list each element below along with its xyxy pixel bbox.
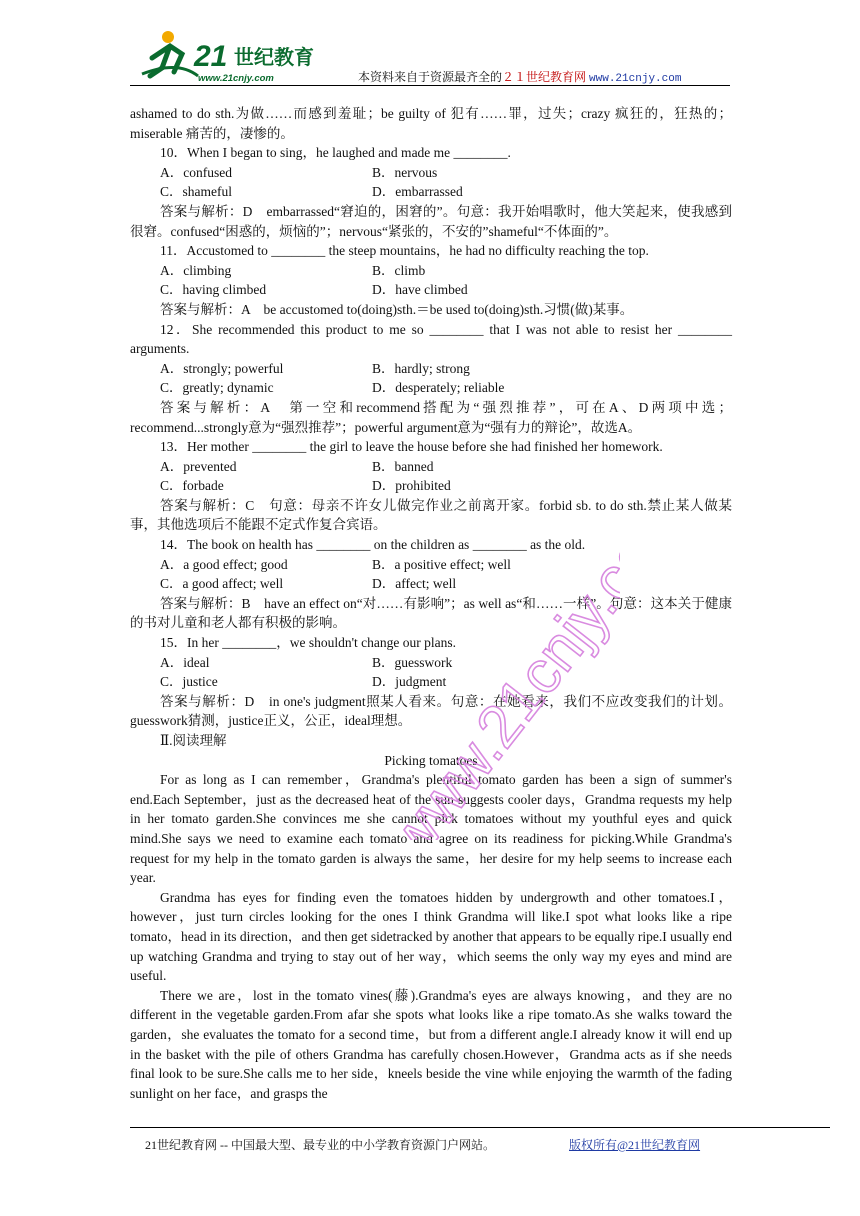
answer-options-row — [130, 457, 732, 477]
option-left: C．a good affect; well — [160, 576, 284, 592]
svg-text:21: 21 — [194, 40, 228, 73]
option-right: B．a positive effect; well — [372, 556, 511, 572]
option-left: C．justice — [160, 674, 218, 690]
document-body — [130, 104, 732, 1103]
option-left: A．a good effect; good — [160, 556, 288, 572]
answer-options-row — [130, 378, 732, 398]
option-right: D．judgment — [372, 674, 447, 690]
paragraph: For as long as I can remember，Grandma's plentiful tomato garden has been a sign of summer's end.Each September，just as the decreased heat of the sun suggests cooler days，Grandma requests my help in her tomato garden.She convinces me she cannot pick tomatoes without my youthful eyes and quick mind.She says we need to examine each tomato and agree on its readiness for picking.While Grandma's request for my help in the tomato garden is always the same，her desire for my help seems to increase each year. — [130, 772, 732, 886]
answer-explanation: 答案与解析：C 句意：母亲不许女儿做完作业之前离开家。forbid sb. to do sth.禁止某人做某事，其他选项后不能跟不定式作复合宾语。 — [130, 497, 732, 533]
footer-text: 21世纪教育网 -- 中国最大型、最专业的中小学教育资源门户网站。 — [145, 1138, 495, 1152]
option-left: A．ideal — [160, 654, 210, 670]
option-left: A．climbing — [160, 262, 232, 278]
site-logo — [138, 28, 338, 84]
option-right: D．prohibited — [372, 478, 451, 494]
watermark-text: www.21cnjy.com — [374, 482, 620, 840]
option-right: B．climb — [372, 262, 426, 278]
question-stem: 14．The book on health has ________ on the children as ________ as the old. — [160, 537, 586, 553]
paragraph: ashamed to do sth.为做……而感到羞耻；be guilty of 犯有……罪，过失；crazy 疯狂的，狂热的；miserable 痛苦的，凄惨的。 — [130, 106, 732, 141]
option-left: A．confused — [160, 164, 232, 180]
question-stem: 12．She recommended this product to me so ________ that I was not able to resist her ________ arguments. — [130, 321, 732, 357]
svg-text:世纪教育: 世纪教育 — [234, 45, 314, 69]
header-divider — [130, 85, 730, 86]
answer-options-row — [130, 653, 732, 673]
tagline-url[interactable]: www.21cnjy.com — [589, 73, 682, 85]
footer-divider — [130, 1127, 830, 1128]
question-stem: 15．In her ________，we shouldn't change our plans. — [160, 635, 457, 651]
option-right: B．guesswork — [372, 654, 453, 670]
answer-options-row — [130, 476, 732, 496]
option-left: C．greatly; dynamic — [160, 380, 274, 396]
option-right: B．banned — [372, 458, 434, 474]
answer-explanation: 答案与解析：A be accustomed to(doing)sth.＝be used to(doing)sth.习惯(做)某事。 — [160, 301, 634, 317]
header-tagline — [358, 68, 681, 85]
passage-title: Picking tomatoes — [384, 752, 478, 768]
section-heading: Ⅱ.阅读理解 — [160, 733, 227, 748]
option-left: C．forbade — [160, 478, 224, 494]
answer-explanation: 答案与解析：A 第一空和recommend搭配为“强烈推荐”，可在A、D两项中选；recommend...strongly意为“强烈推荐”；powerful argument意为“强有力的辩论”，故选A。 — [130, 399, 732, 435]
svg-text:www.21cnjy.com: www.21cnjy.com — [198, 73, 274, 84]
option-right: D．have climbed — [372, 282, 468, 298]
option-left: C．shameful — [160, 184, 232, 200]
paragraph: Grandma has eyes for finding even the tomatoes hidden by undergrowth and other tomatoes.I，however，just turn circles looking for the ones I think Grandma will like.I spot what looks like a ripe tomato，head in its direction，and then get sidetracked by another that appears to be equally ripe.I usually end up watching Grandma and trying to stay out of her way，which seems the only way my eyes and mind are useful. — [130, 889, 732, 984]
option-right: D．affect; well — [372, 576, 457, 592]
option-right: D．desperately; reliable — [372, 380, 505, 396]
question-stem: 10．When I began to sing，he laughed and made me ________. — [160, 145, 511, 161]
page-footer — [145, 1136, 701, 1153]
answer-options-row — [130, 182, 732, 202]
question-stem: 13．Her mother ________ the girl to leave the house before she had finished her homework. — [160, 439, 663, 455]
tagline-brand[interactable]: ２１世纪教育网 — [502, 70, 587, 84]
option-right: D．embarrassed — [372, 184, 463, 200]
option-left: A．prevented — [160, 458, 237, 474]
option-right: B．hardly; strong — [372, 360, 470, 376]
footer-copyright-link[interactable]: 版权所有@21世纪教育网 — [569, 1138, 701, 1152]
answer-options-row — [130, 163, 732, 183]
answer-explanation: 答案与解析：D embarrassed“窘迫的，困窘的”。句意：我开始唱歌时，他大笑起来，使我感到很窘。confused“困惑的，烦恼的”；nervous“紧张的，不安的”shameful“不体面的”。 — [130, 203, 732, 239]
tagline-prefix: 本资料来自于资源最齐全的 — [358, 70, 503, 84]
answer-explanation: 答案与解析：B have an effect on“对……有影响”；as well as“和……一样”。句意：这本关于健康的书对儿童和老人都有积极的影响。 — [130, 595, 732, 631]
option-left: C．having climbed — [160, 282, 267, 298]
answer-explanation: 答案与解析：D in one's judgment照某人看来。句意：在她看来，我们不应改变我们的计划。guesswork猜测，justice正义，公正，ideal理想。 — [130, 693, 732, 729]
page-header — [130, 20, 730, 86]
answer-options-row — [130, 672, 732, 692]
question-stem: 11．Accustomed to ________ the steep mountains，he had no difficulty reaching the top. — [160, 243, 649, 259]
option-right: B．nervous — [372, 164, 438, 180]
answer-options-row — [130, 261, 732, 281]
logo-graphic — [138, 28, 338, 84]
paragraph: There we are，lost in the tomato vines(藤).Grandma's eyes are always knowing，and they are no different in the vegetable garden.From afar she spots what looks like a ripe tomato.As she walks toward the garden，she evaluates the tomato for a second time，but from a different angle.I already know it will end up in the basket with the pile of others Grandma has carefully chosen.However，Grandma acts as if she needs final look to be sure.She calls me to her side，kneels beside the vine while enjoying the warmth of the fading sunlight on her face，and grasps the — [130, 987, 732, 1101]
answer-options-row — [130, 574, 732, 594]
answer-options-row — [130, 280, 732, 300]
option-left: A．strongly; powerful — [160, 360, 284, 376]
answer-options-row — [130, 555, 732, 575]
answer-options-row — [130, 359, 732, 379]
